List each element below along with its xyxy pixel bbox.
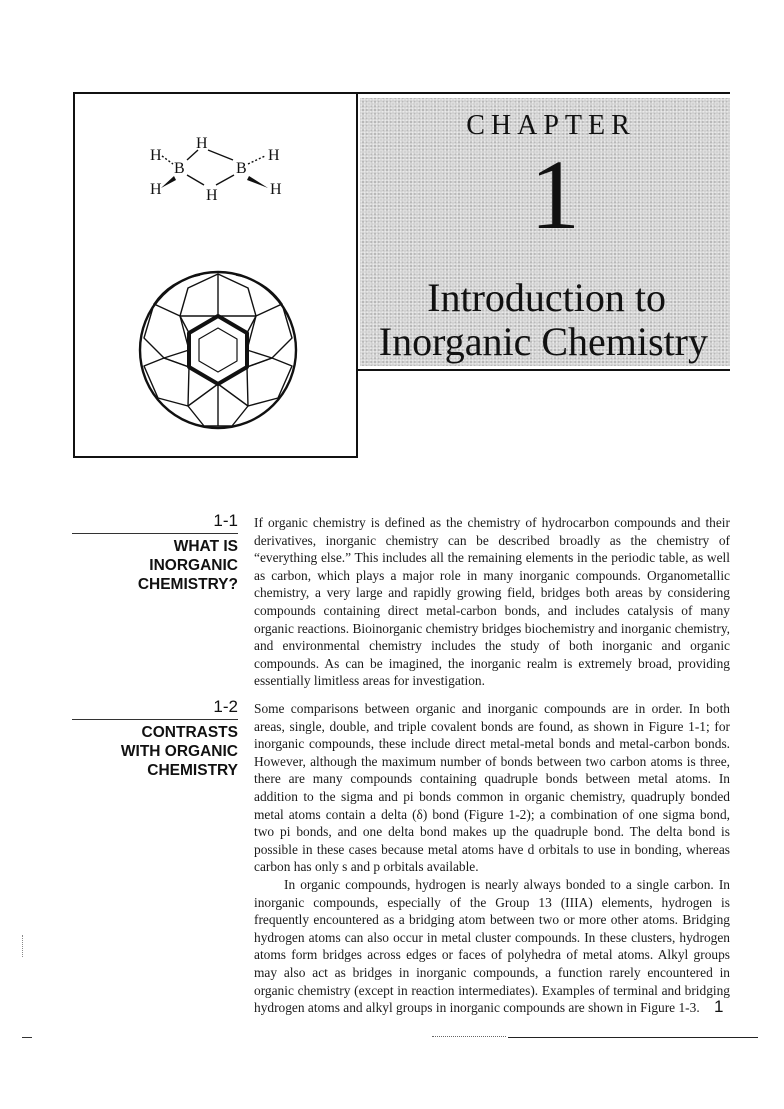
chapter-label: CHAPTER (466, 110, 636, 141)
atom-h-right: H (268, 147, 280, 164)
section-number: 1-2 (213, 697, 238, 716)
paragraph: Some comparisons between organic and inorganic compounds are in order. In both areas, single, double, and triple covalent bonds are found, as shown in Figure 1-1; for inorganic compounds, these include direct metal-metal bonds and metal-carbon bonds. However, although the maximum number of bonds between two carbon atoms is three, there are many compounds containing quadruple bonds between metal atoms. In addition to the sigma and pi bonds common in organic chemistry, quadruply bonded metal atoms contain a delta (δ) bond (Figure 1-2); a combination of one sigma bond, two pi bonds, and one delta bond makes up the quadruple bond. The delta bond is possible in these cases because metal atoms have d orbitals to use in bonding, whereas carbon has only s and p orbitals available. (254, 701, 730, 875)
section-title-line: INORGANIC (149, 557, 238, 574)
atom-h-bottom: H (206, 187, 218, 204)
atom-b-right: B (236, 160, 247, 177)
atom-h-top: H (196, 135, 208, 152)
section-body-1-2 (254, 700, 730, 1017)
footer-dots (432, 1036, 506, 1038)
paragraph: If organic chemistry is defined as the chemistry of hydrocarbon compounds and their derivatives, inorganic chemistry can be described broadly as the chemistry of “everything else.” This includes all the remaining elements in the periodic table, as well as carbon, which plays a major role in many inorganic compounds. Organometallic chemistry, a very large and rapidly growing field, bridges both areas by considering compounds containing direct metal-carbon bonds, and includes catalysis of many organic reactions. Bioinorganic chemistry bridges biochemistry and inorganic chemistry, and environmental chemistry includes the study of both inorganic and organic compounds. As can be imagined, the inorganic realm is extremely broad, providing essentially limitless areas for investigation. (254, 515, 730, 689)
section-heading-1-2 (72, 697, 238, 780)
paragraph: In organic compounds, hydrogen is nearly always bonded to a single carbon. In inorganic compounds, especially of the Group 13 (IIIA) elements, hydrogen is frequently encountered as a bridging atom between two or more other atoms. Bridging hydrogen atoms can also occur in metal cluster compounds. In these clusters, hydrogen atoms form bridges across edges or faces of polyhedra of metal atoms. Alkyl groups may also act as bridges in inorganic compounds, a function rarely encountered in organic chemistry (except in reaction intermediates). Examples of terminal and bridging hydrogen atoms and alkyl groups in inorganic compounds are shown in Figure 1-3. (254, 876, 730, 1016)
diborane-structure (140, 128, 300, 204)
section-rule (72, 533, 238, 534)
section-title-line: WITH ORGANIC (120, 743, 238, 760)
section-rule (72, 719, 238, 720)
chapter-number: 1 (530, 139, 580, 250)
section-title-line: CONTRASTS (141, 724, 238, 741)
section-title-line: WHAT IS (173, 538, 238, 555)
section-title-line: CHEMISTRY (147, 762, 238, 779)
section-title-line: CHEMISTRY? (137, 576, 238, 593)
section-heading-1-1 (72, 511, 238, 594)
margin-mark (22, 1037, 32, 1038)
atom-b-left: B (174, 160, 185, 177)
fullerene-structure (136, 268, 300, 432)
section-number: 1-1 (213, 511, 238, 530)
chapter-title-line2: Inorganic Chemistry (378, 319, 708, 364)
section-body-1-1 (254, 514, 730, 690)
atom-h-left: H (150, 147, 162, 164)
chapter-top-rule (358, 92, 730, 94)
scan-artifact (22, 935, 25, 957)
chapter-title (362, 276, 730, 364)
atom-h-bottom-right: H (270, 181, 282, 198)
page-number: 1 (714, 997, 724, 1016)
chapter-bottom-rule (358, 369, 730, 371)
footer-rule (508, 1037, 758, 1038)
chapter-title-line1: Introduction to (427, 275, 666, 320)
atom-h-bottom-left: H (150, 181, 162, 198)
